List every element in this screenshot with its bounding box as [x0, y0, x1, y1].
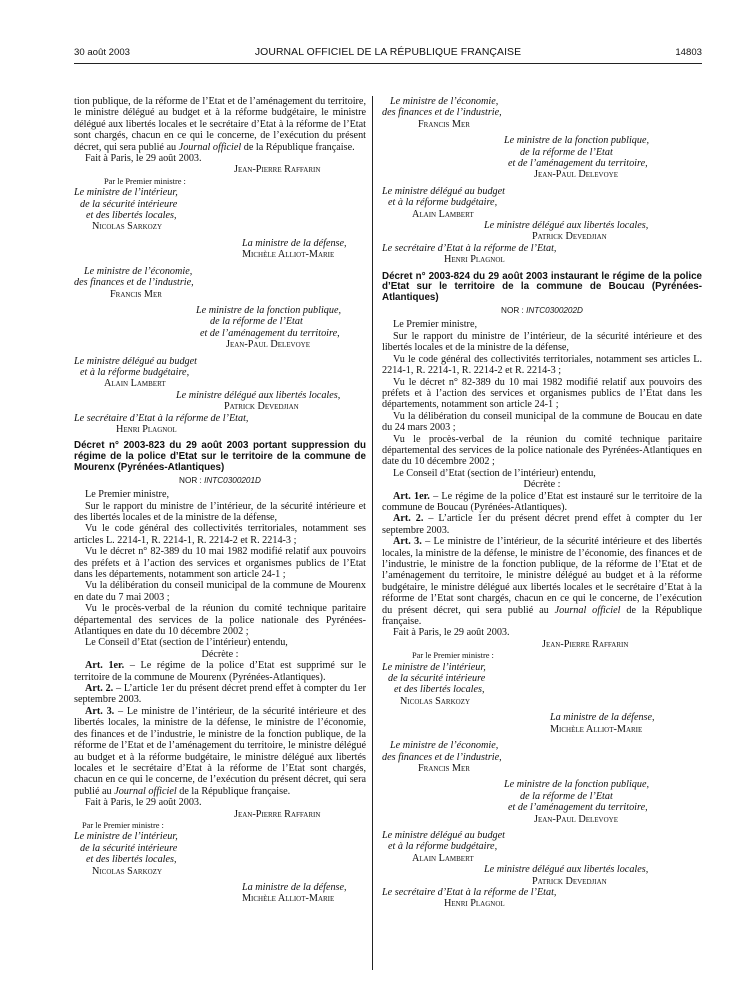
visa: Vu le procès-verbal de la réunion du comité technique paritaire départemental des services de la police nationale des Pyrénées-Atlantiques en date du 10 décembre 2002 ;	[382, 433, 702, 468]
article-3: Art. 3. – Le ministre de l’intérieur, de la sécurité intérieure et des libertés locales, la ministre de la défense, le ministre de l’économie, des finances et de l’industrie, le ministre de la fonction publique, de la réforme de l’Etat et de l’aménagement du territoire, le ministre délégué au budget et à la réforme budgétaire, le ministre délégué aux libertés locales et le secrétaire d’Etat à la réforme de l’Etat sont chargés, chacun en ce qui le concerne, de l’exécution du présent décret, qui sera publié au Journal officiel de la République française.	[74, 705, 367, 797]
article-3: Art. 3. – Le ministre de l’intérieur, de la sécurité intérieure et des libertés locales, la ministre de la défense, le ministre de l’économie, des finances et de l’industrie, le ministre de la fonction publique, de la réforme de l’Etat et de l’aménagement du territoire, le ministre délégué au budget et à la réforme budgétaire, le ministre délégué aux libertés locales et le secrétaire d’Etat à la réforme de l’Etat sont chargés, chacun en ce qui le concerne, de l’exécution du présent décret, qui sera publié au Journal officiel de la République française.	[382, 536, 703, 628]
par-le-premier-ministre: Par le Premier ministre :	[82, 820, 164, 830]
signature-libertes-title: Le ministre délégué aux libertés locales,	[484, 864, 649, 876]
decrete: Décrète :	[523, 479, 561, 491]
nor-reference: NOR : INTC0300202D	[501, 306, 583, 316]
nor-reference: NOR : INTC0300201D	[179, 475, 261, 485]
signature-fonction-title: Le ministre de la fonction publique, de la réforme de l’Etat et de l’aménagement du territoire,	[196, 304, 342, 339]
visa: Sur le rapport du ministre de l’intérieur, de la sécurité intérieure et des libertés locales et de la ministre de la défense,	[382, 330, 702, 354]
signature-defense-name: Michèle Alliot-Marie	[242, 893, 335, 905]
le-premier-ministre: Le Premier ministre,	[85, 489, 170, 501]
signature-libertes-title: Le ministre délégué aux libertés locales,	[484, 220, 649, 232]
decree-title: Décret n° 2003-824 du 29 août 2003 instaurant le régime de la police d’Etat sur le territoire de la commune de Boucau (Pyrénées-Atlantiques)	[382, 270, 702, 304]
decree-title: Décret n° 2003-823 du 29 août 2003 portant suppression du régime de la police d’Etat sur le territoire de la commune de Mourenx (Pyrénées-Atlantiques)	[74, 440, 366, 473]
fait-a-paris: Fait à Paris, le 29 août 2003.	[393, 627, 510, 639]
signature-secretaire-name: Henri Plagnol	[444, 254, 505, 266]
signature-fonction-title: Le ministre de la fonction publique, de la réforme de l’Etat et de l’aménagement du territoire,	[504, 779, 650, 814]
header-rule	[74, 63, 702, 64]
signature-economie-name: Francis Mer	[418, 118, 470, 130]
page-number: 14803	[675, 47, 702, 58]
continuation-paragraph: tion publique, de la réforme de l’Etat et de l’aménagement du territoire, le ministre délégué au budget et à la réforme budgétaire, le ministre délégué aux libertés locales et le secrétaire d’Etat à la réforme de l’Etat sont chargés, chacun en ce qui le concerne, de l’exécution du présent décret, qui sera publié au Journal officiel de la République française.	[74, 96, 366, 153]
visa: Vu le décret n° 82-389 du 10 mai 1982 modifié relatif aux pouvoirs des préfets et à l’action des services et organismes publics de l’Etat dans les départements, notamment son article 24-1 ;	[74, 546, 366, 581]
signature-budget-title: Le ministre délégué au budget et à la réforme budgétaire,	[382, 829, 505, 853]
visa: Vu la délibération du conseil municipal de la commune de Mourenx en date du 7 mai 2003 ;	[74, 580, 366, 603]
signature-libertes-title: Le ministre délégué aux libertés locales,	[176, 389, 341, 401]
visa: Vu le code général des collectivités territoriales, notamment ses articles L. 2214-1, R. 2214-1, R. 2214-2 et R. 2214-3 ;	[382, 353, 702, 377]
signature-interieur-title: Le ministre de l’intérieur, de la sécurité intérieure et des libertés locales,	[74, 187, 178, 222]
signature-libertes-name: Patrick Devedjian	[532, 231, 607, 243]
signature-defense-name: Michèle Alliot-Marie	[550, 723, 643, 735]
signature-interieur-name: Nicolas Sarkozy	[400, 695, 471, 707]
signature-economie-name: Francis Mer	[418, 762, 470, 774]
fait-a-paris: Fait à Paris, le 29 août 2003.	[85, 797, 202, 809]
header-date: 30 août 2003	[74, 47, 131, 58]
journal-officiel-ref: Journal officiel	[178, 141, 242, 153]
visa: Vu le décret n° 82-389 du 10 mai 1982 modifié relatif aux pouvoirs des préfets et à l’action des services et organismes publics de l’Etat dans les départements, notamment son article 24-1 ;	[382, 376, 702, 411]
signature-secretaire-title: Le secrétaire d’Etat à la réforme de l’Etat,	[74, 412, 249, 424]
signature-secretaire-title: Le secrétaire d’Etat à la réforme de l’Etat,	[382, 242, 557, 254]
signature-pm: Jean-Pierre Raffarin	[234, 164, 321, 176]
signature-secretaire-name: Henri Plagnol	[444, 898, 505, 910]
visa: Vu le code général des collectivités territoriales, notamment ses articles L. 2214-1, R. 2214-1, R. 2214-2 et R. 2214-3 ;	[74, 523, 366, 546]
signature-fonction-title: Le ministre de la fonction publique, de la réforme de l’Etat et de l’aménagement du territoire,	[504, 135, 650, 170]
signature-pm: Jean-Pierre Raffarin	[234, 808, 321, 820]
signature-budget-title: Le ministre délégué au budget et à la réforme budgétaire,	[74, 355, 197, 378]
signature-interieur-title: Le ministre de l’intérieur, de la sécurité intérieure et des libertés locales,	[74, 831, 178, 866]
visa: Vu le procès-verbal de la réunion du comité technique paritaire départemental des services de la police nationale des Pyrénées-Atlantiques en date du 10 décembre 2002 ;	[74, 603, 366, 638]
article-2: Art. 2. – L’article 1er du présent décret prend effet à compter du 1er septembre 2003.	[382, 513, 703, 536]
visa: Le Conseil d’Etat (section de l’intérieur) entendu,	[85, 637, 288, 649]
par-le-premier-ministre: Par le Premier ministre :	[104, 176, 186, 186]
signature-libertes-name: Patrick Devedjian	[224, 401, 299, 413]
signature-fonction-name: Jean-Paul Delevoye	[534, 169, 618, 181]
signature-defense-name: Michèle Alliot-Marie	[242, 249, 335, 261]
fait-a-paris: Fait à Paris, le 29 août 2003.	[85, 153, 202, 165]
signature-budget-name: Alain Lambert	[412, 852, 474, 864]
signature-economie-title: Le ministre de l’économie, des finances et de l’industrie,	[74, 265, 194, 289]
right-column	[382, 96, 702, 910]
signature-budget-name: Alain Lambert	[412, 208, 474, 220]
article-2: Art. 2. – L’article 1er du présent décret prend effet à compter du 1er septembre 2003.	[74, 683, 366, 706]
page-header	[74, 47, 702, 61]
signature-interieur-title: Le ministre de l’intérieur, de la sécurité intérieure et des libertés locales,	[382, 661, 486, 696]
signature-defense-title: La ministre de la défense,	[242, 881, 347, 893]
signature-budget-name: Alain Lambert	[104, 378, 166, 390]
signature-economie-title: Le ministre de l’économie, des finances et de l’industrie,	[382, 96, 502, 119]
signature-secretaire-name: Henri Plagnol	[116, 423, 177, 435]
journal-title: JOURNAL OFFICIEL DE LA RÉPUBLIQUE FRANÇAISE	[254, 47, 522, 58]
signature-interieur-name: Nicolas Sarkozy	[92, 865, 163, 877]
le-premier-ministre: Le Premier ministre,	[393, 319, 478, 331]
article-1: Art. 1er. – Le régime de la police d’Etat est instauré sur le territoire de la commune de Boucau (Pyrénées-Atlantiques).	[382, 490, 702, 513]
column-divider	[372, 96, 373, 970]
left-column	[74, 96, 366, 905]
article-1: Art. 1er. – Le régime de la police d’Etat est supprimé sur le territoire de la commune de Mourenx (Pyrénées-Atlantiques).	[74, 660, 366, 683]
visa: Vu la délibération du conseil municipal de la commune de Boucau en date du 24 mars 2003 ;	[382, 410, 702, 434]
signature-defense-title: La ministre de la défense,	[550, 712, 655, 724]
decrete: Décrète :	[201, 648, 239, 660]
par-le-premier-ministre: Par le Premier ministre :	[412, 651, 494, 661]
signature-defense-title: La ministre de la défense,	[242, 237, 347, 249]
signature-secretaire-title: Le secrétaire d’Etat à la réforme de l’Etat,	[382, 886, 557, 898]
signature-fonction-name: Jean-Paul Delevoye	[534, 813, 618, 825]
signature-economie-title: Le ministre de l’économie, des finances et de l’industrie,	[382, 740, 502, 763]
signature-budget-title: Le ministre délégué au budget et à la réforme budgétaire,	[382, 185, 505, 209]
visa: Le Conseil d’Etat (section de l’intérieur) entendu,	[393, 467, 596, 479]
signature-pm: Jean-Pierre Raffarin	[542, 638, 629, 650]
signature-libertes-name: Patrick Devedjian	[532, 875, 607, 887]
signature-economie-name: Francis Mer	[110, 288, 162, 300]
signature-fonction-name: Jean-Paul Delevoye	[226, 339, 310, 351]
visa: Sur le rapport du ministre de l’intérieur, de la sécurité intérieure et des libertés locales et de la ministre de la défense,	[74, 500, 366, 523]
signature-interieur-name: Nicolas Sarkozy	[92, 221, 163, 233]
